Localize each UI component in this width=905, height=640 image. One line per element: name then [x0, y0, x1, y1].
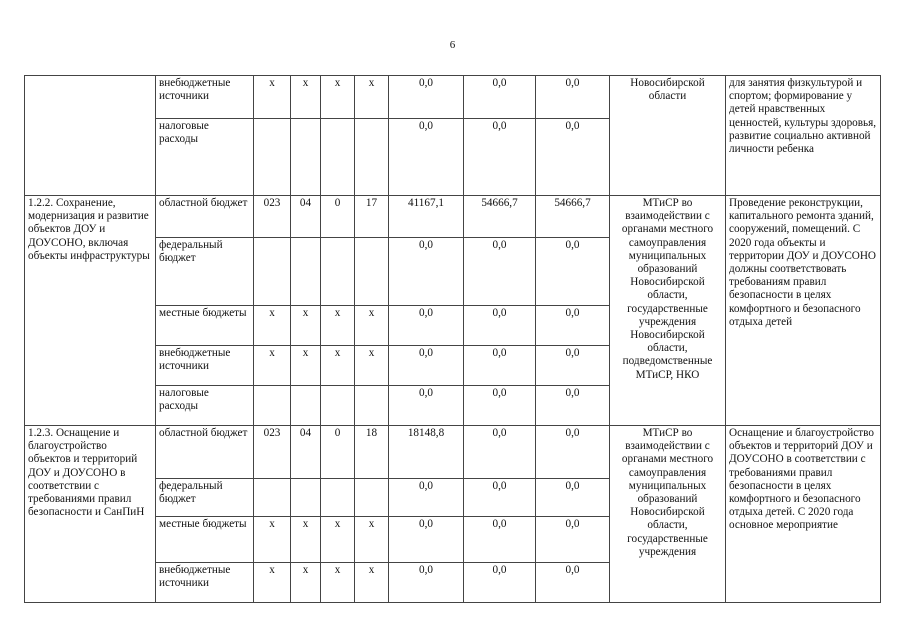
- code-cell: х: [321, 346, 355, 386]
- source-cell: федеральный бюджет: [156, 479, 254, 517]
- value-cell: 0,0: [464, 517, 536, 563]
- measure-cell: 1.2.3. Оснащение и благоустройство объектов и территорий ДОУ и ДОУСОНО в соответствии с требованиями правил безопасности и СанПиН: [25, 426, 156, 603]
- code-cell: [254, 479, 291, 517]
- value-cell: 0,0: [464, 346, 536, 386]
- code-cell: [291, 479, 321, 517]
- code-cell: х: [321, 563, 355, 603]
- code-cell: 023: [254, 196, 291, 238]
- code-cell: [321, 119, 355, 196]
- code-cell: х: [291, 517, 321, 563]
- value-cell: 0,0: [464, 76, 536, 119]
- result-cell: для занятия физкультурой и спортом; формирование у детей нравственных ценностей, культуры здоровья, развитие социально активной личности ребенка: [726, 76, 881, 196]
- measure-cell: 1.2.2. Сохранение, модернизация и развитие объектов ДОУ и ДОУСОНО, включая объекты инфраструктуры: [25, 196, 156, 426]
- source-cell: внебюджетные источники: [156, 346, 254, 386]
- executor-cell: МТиСР во взаимодействии с органами местного самоуправления муниципальных образований Новосибирской области, государственные учреждения: [610, 426, 726, 603]
- code-cell: 0: [321, 196, 355, 238]
- code-cell: [291, 386, 321, 426]
- code-cell: х: [254, 76, 291, 119]
- code-cell: х: [321, 76, 355, 119]
- code-cell: [355, 119, 389, 196]
- code-cell: 04: [291, 426, 321, 479]
- code-cell: х: [291, 346, 321, 386]
- value-cell: 0,0: [464, 306, 536, 346]
- code-cell: х: [291, 306, 321, 346]
- code-cell: 04: [291, 196, 321, 238]
- source-cell: областной бюджет: [156, 196, 254, 238]
- value-cell: 0,0: [536, 563, 610, 603]
- value-cell: 0,0: [389, 479, 464, 517]
- value-cell: 0,0: [536, 426, 610, 479]
- table-row: [25, 76, 881, 119]
- code-cell: [355, 238, 389, 306]
- source-cell: федеральный бюджет: [156, 238, 254, 306]
- source-cell: внебюджетные источники: [156, 76, 254, 119]
- code-cell: [254, 119, 291, 196]
- table-row: [25, 196, 881, 238]
- source-cell: внебюджетные источники: [156, 563, 254, 603]
- value-cell: 0,0: [389, 119, 464, 196]
- code-cell: [291, 119, 321, 196]
- executor-cell: МТиСР во взаимодействии с органами местного самоуправления муниципальных образований Новосибирской области, государственные учреждения Новосибирской области, подведомственные МТиСР, НКО: [610, 196, 726, 426]
- value-cell: 0,0: [536, 76, 610, 119]
- page-number: 6: [449, 39, 456, 51]
- value-cell: 0,0: [536, 517, 610, 563]
- code-cell: х: [321, 306, 355, 346]
- value-cell: 0,0: [389, 76, 464, 119]
- value-cell: 0,0: [536, 479, 610, 517]
- code-cell: х: [254, 346, 291, 386]
- source-cell: местные бюджеты: [156, 306, 254, 346]
- value-cell: 0,0: [389, 563, 464, 603]
- code-cell: х: [355, 76, 389, 119]
- source-cell: областной бюджет: [156, 426, 254, 479]
- code-cell: х: [355, 563, 389, 603]
- value-cell: 0,0: [389, 517, 464, 563]
- value-cell: 0,0: [536, 119, 610, 196]
- value-cell: 0,0: [389, 346, 464, 386]
- code-cell: х: [355, 517, 389, 563]
- code-cell: 0: [321, 426, 355, 479]
- value-cell: 18148,8: [389, 426, 464, 479]
- value-cell: 0,0: [464, 119, 536, 196]
- code-cell: х: [355, 346, 389, 386]
- code-cell: 17: [355, 196, 389, 238]
- budget-table: [24, 75, 881, 603]
- code-cell: [321, 479, 355, 517]
- code-cell: х: [254, 306, 291, 346]
- value-cell: 0,0: [464, 386, 536, 426]
- source-cell: налоговые расходы: [156, 119, 254, 196]
- value-cell: 0,0: [464, 238, 536, 306]
- code-cell: х: [254, 563, 291, 603]
- value-cell: 0,0: [389, 306, 464, 346]
- code-cell: [254, 386, 291, 426]
- source-cell: местные бюджеты: [156, 517, 254, 563]
- code-cell: х: [321, 517, 355, 563]
- value-cell: 0,0: [536, 386, 610, 426]
- value-cell: 41167,1: [389, 196, 464, 238]
- code-cell: х: [291, 76, 321, 119]
- value-cell: 0,0: [536, 306, 610, 346]
- value-cell: 0,0: [464, 426, 536, 479]
- code-cell: [355, 479, 389, 517]
- code-cell: [355, 386, 389, 426]
- code-cell: х: [355, 306, 389, 346]
- code-cell: [321, 238, 355, 306]
- measure-cell: [25, 76, 156, 196]
- code-cell: [254, 238, 291, 306]
- code-cell: х: [254, 517, 291, 563]
- code-cell: [321, 386, 355, 426]
- code-cell: 023: [254, 426, 291, 479]
- table-row: [25, 426, 881, 479]
- value-cell: 0,0: [536, 238, 610, 306]
- value-cell: 54666,7: [536, 196, 610, 238]
- value-cell: 0,0: [389, 238, 464, 306]
- value-cell: 54666,7: [464, 196, 536, 238]
- value-cell: 0,0: [464, 563, 536, 603]
- value-cell: 0,0: [536, 346, 610, 386]
- code-cell: х: [291, 563, 321, 603]
- result-cell: Проведение реконструкции, капитального ремонта зданий, сооружений, помещений. С 2020 года объекты и территории ДОУ и ДОУСОНО должны соответствовать требованиям правил безопасности в целях комфортного и безопасного отдыха детей: [726, 196, 881, 426]
- value-cell: 0,0: [389, 386, 464, 426]
- code-cell: 18: [355, 426, 389, 479]
- value-cell: 0,0: [464, 479, 536, 517]
- source-cell: налоговые расходы: [156, 386, 254, 426]
- code-cell: [291, 238, 321, 306]
- result-cell: Оснащение и благоустройство объектов и территорий ДОУ и ДОУСОНО в соответствии с требованиями правил безопасности в целях комфортного и безопасного отдыха детей. С 2020 года основное мероприятие: [726, 426, 881, 603]
- executor-cell: Новосибирской области: [610, 76, 726, 196]
